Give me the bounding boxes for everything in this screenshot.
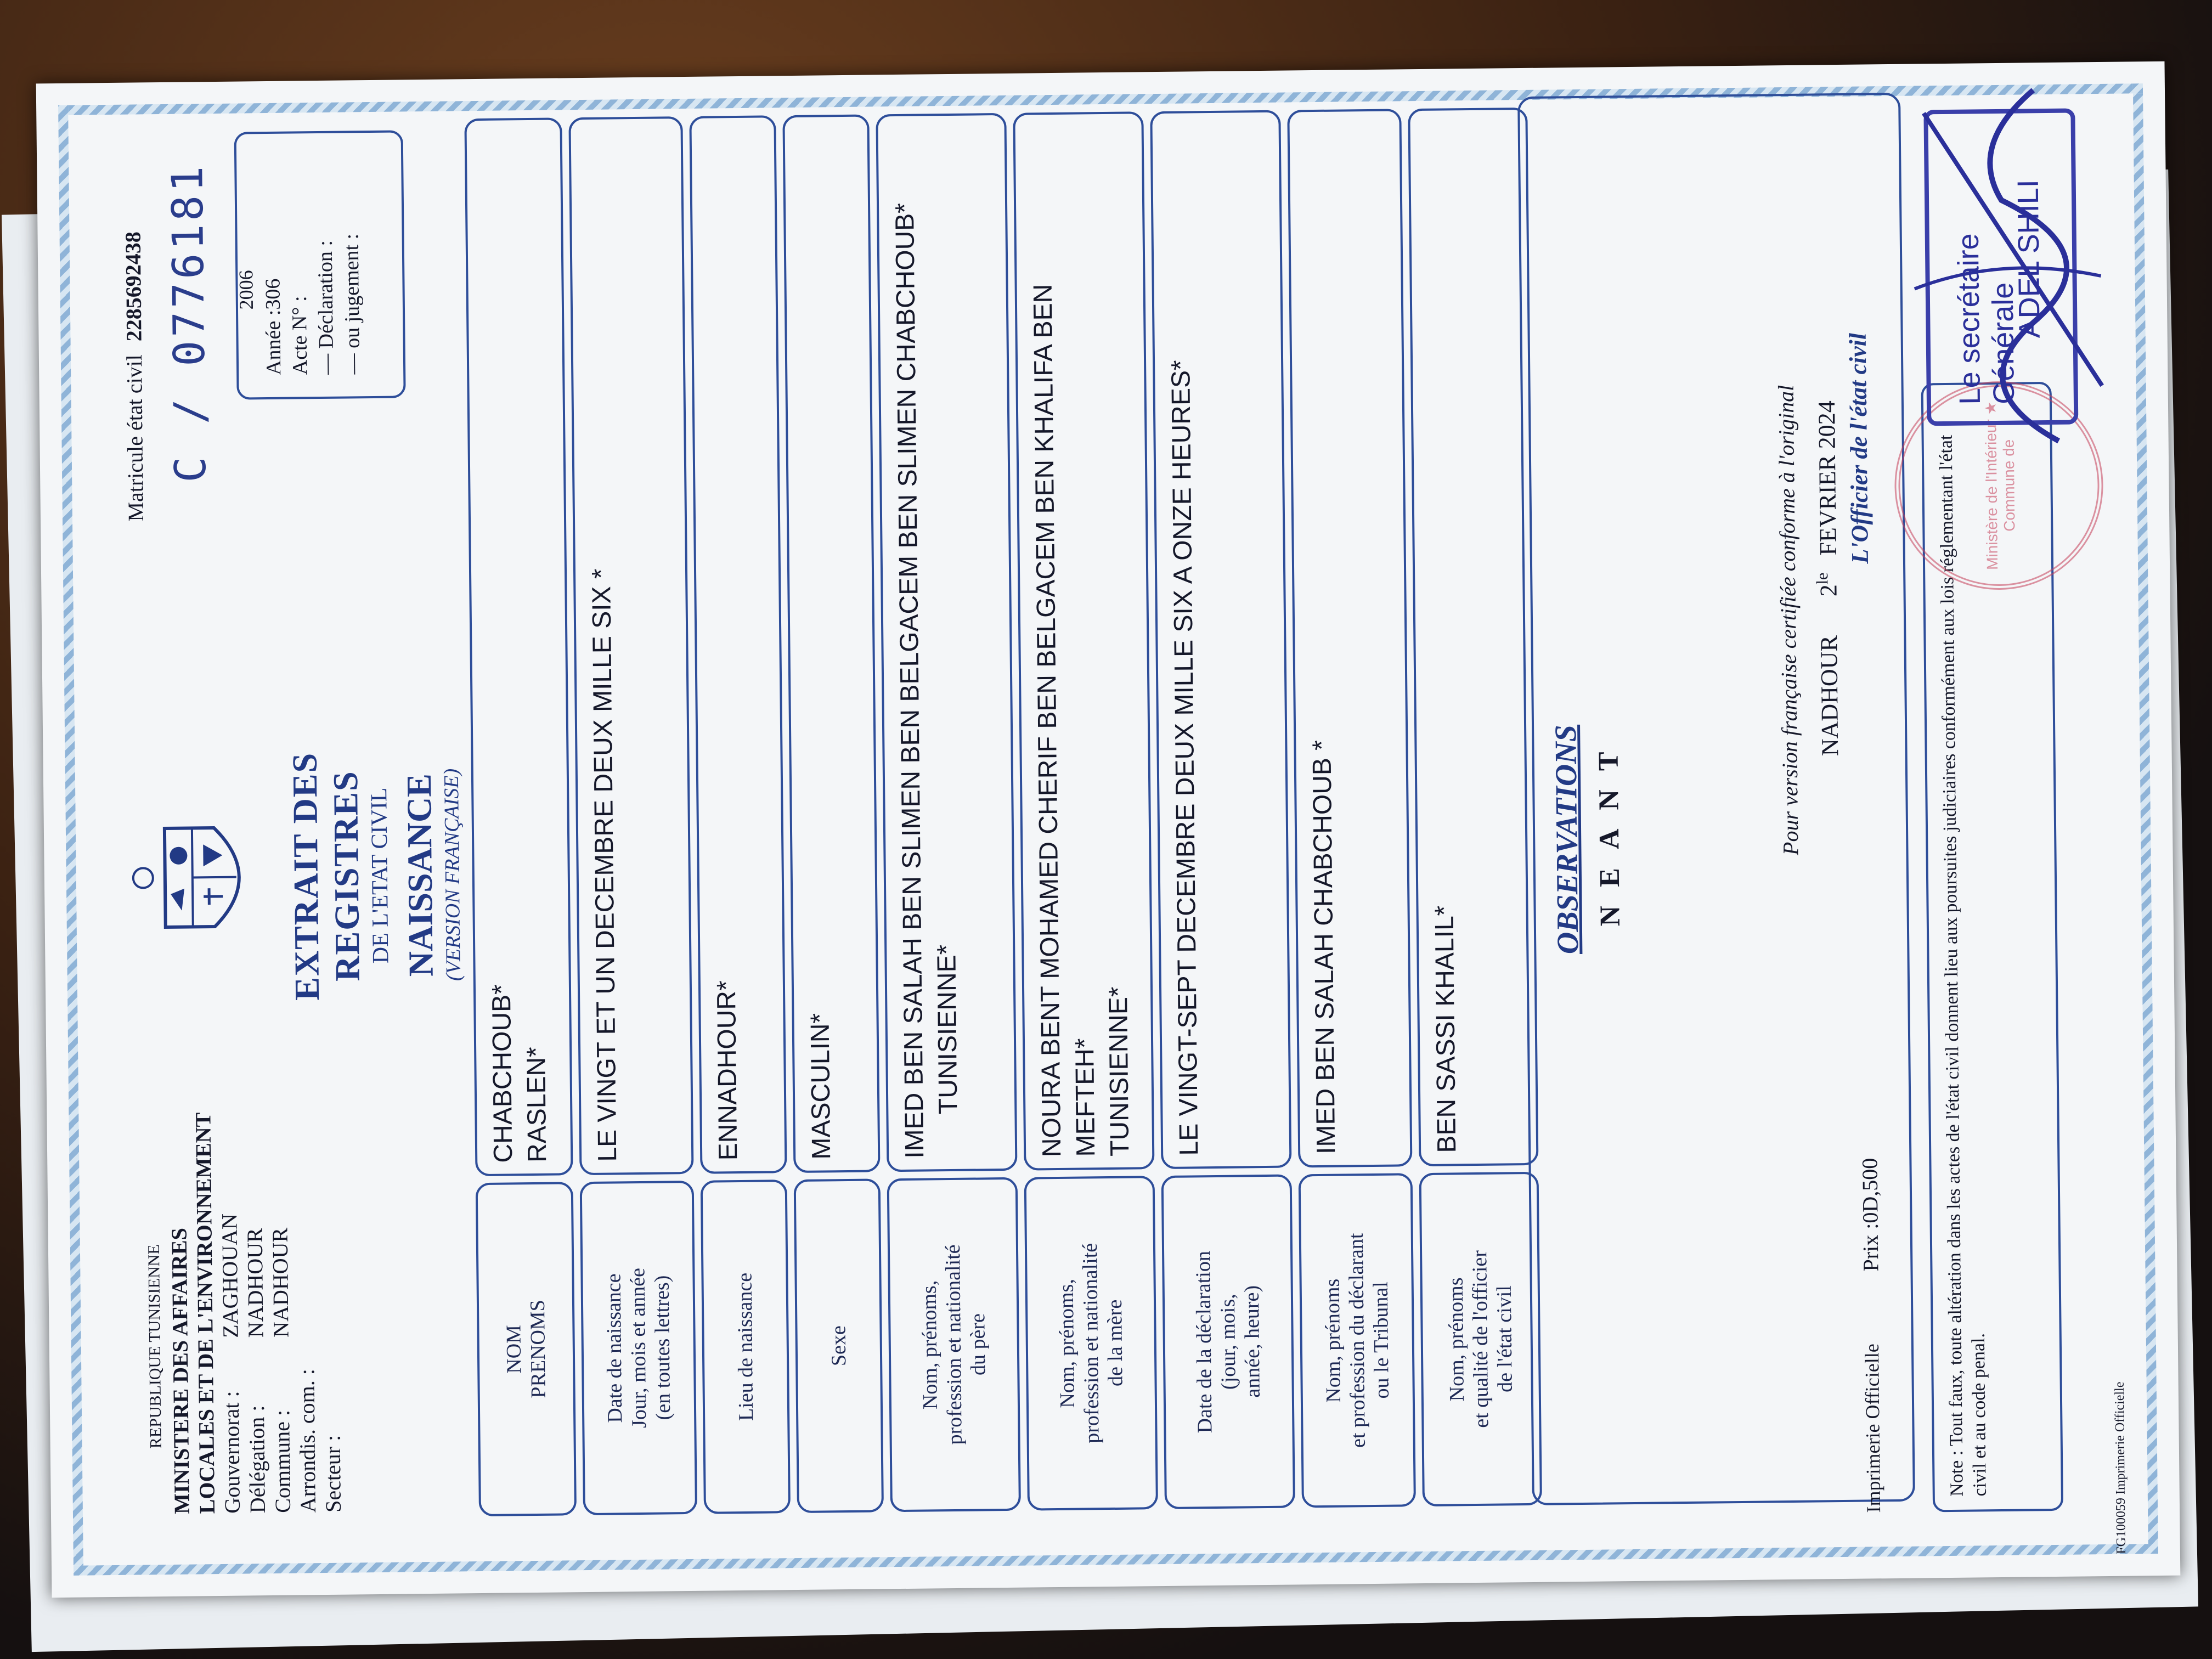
field-value-box (1150, 110, 1291, 1169)
officer-title: L'Officier de l'état civil (1844, 332, 1874, 564)
field-value-box (1013, 111, 1154, 1170)
acte-annee: Année :306 (261, 278, 286, 376)
header-row-label: Commune : (269, 1409, 295, 1514)
field-label-box (1024, 1176, 1158, 1510)
field-value: LE VINGT-SEPT DECEMBRE DEUX MILLE SIX A ONZE HEURES* (1166, 360, 1204, 1156)
ministry-line2: LOCALES ET DE L'ENVIRONNEMENT (190, 1112, 219, 1514)
header-row-value: NADHOUR (242, 1228, 268, 1338)
observations-title: OBSERVATIONS (1549, 724, 1585, 955)
header-row-value: ZAGHOUAN (217, 1213, 243, 1339)
field-value: RASLEN* (522, 1046, 552, 1163)
field-label-box (701, 1180, 791, 1514)
header-rows (215, 1019, 346, 1514)
field-value: LE VINGT ET UN DECEMBRE DEUX MILLE SIX * (586, 568, 623, 1162)
acte-lines (259, 234, 366, 375)
field-label: NOM PRENOMS (502, 1299, 550, 1398)
title-block (284, 693, 466, 1057)
acte-declaration: — Déclaration : (313, 240, 338, 375)
header-row-label: Délégation : (244, 1405, 270, 1514)
header-row-label: Arrondis. com. : (294, 1368, 320, 1513)
field-label: Date de la déclaration (jour, mois, année, heure) (1192, 1250, 1265, 1434)
field-label-box (580, 1181, 697, 1515)
field-value: IMED BEN SALAH BEN SLIMEN BEN BELGACEM BEN SLIMEN CHABCHOUB* (890, 202, 930, 1159)
field-value: TUNISIENNE* (1104, 986, 1135, 1157)
field-label: Nom, prénoms, profession et nationalité de la mère (1054, 1243, 1127, 1444)
issue-le: le (1813, 572, 1832, 585)
field-value-box (782, 114, 880, 1173)
header-row-value: NADHOUR (267, 1227, 294, 1338)
field-value: CHABCHOUB* (487, 984, 518, 1163)
field-value: BEN SASSI KHALIL* (1430, 905, 1462, 1153)
field-value: TUNISIENNE* (932, 944, 963, 1115)
round-stamp-text: Ministère de l'Intérieur ★ Commune de (1982, 401, 2018, 570)
header-row-label: Secteur : (320, 1435, 346, 1513)
issue-month-year: FEVRIER 2024 (1813, 400, 1842, 556)
title-version: (VERSION FRANÇAISE) (439, 768, 465, 981)
field-label: Date de naissance Jour, mois et année (en toutes lettres) (602, 1267, 675, 1429)
issue-date (1812, 400, 1844, 757)
field-value: NOURA BENT MOHAMED CHERIF BEN BELGACEM BEN KHALIFA BEN (1028, 284, 1067, 1158)
field-label: Nom, prénoms et profession du déclarant ou le Tribunal (1321, 1233, 1393, 1448)
tunisia-coat-of-arms-icon (126, 805, 270, 950)
field-label-box (476, 1182, 577, 1516)
form-reference: FG100059 Imprimerie Officielle (2112, 1381, 2129, 1554)
matricule-label: Matricule état civil (121, 354, 149, 522)
field-label: Nom, prénoms, profession et nationalité du père (917, 1244, 990, 1445)
matricule (120, 232, 149, 522)
serial-number: C / 0776181 (163, 162, 216, 483)
field-label-box (1299, 1173, 1416, 1508)
field-value: ENNADHOUR* (712, 980, 743, 1161)
field-value-box (568, 116, 693, 1175)
matricule-value: 2285692438 (120, 231, 146, 342)
field-value: MEFTEH* (1070, 1038, 1101, 1157)
field-value-box (689, 115, 787, 1174)
issue-day: 2 (1815, 584, 1842, 597)
imprimerie-label: Imprimerie Officielle (1860, 1344, 1885, 1513)
field-label-box (1161, 1175, 1295, 1509)
field-label: Lieu de naissance (733, 1272, 758, 1421)
header-row-label: Gouvernorat : (218, 1391, 245, 1514)
republic-label: REPUBLIQUE TUNISIENNE (144, 1244, 165, 1449)
stamp-title: Le secrétaire Générale (1951, 233, 2021, 405)
field-value: MASCULIN* (805, 1013, 837, 1160)
observations-value: NEANT (1593, 733, 1626, 927)
field-label-box (1419, 1172, 1542, 1506)
field-label-box (887, 1177, 1021, 1512)
birth-certificate-page (36, 61, 2181, 1598)
acte-year: 2006 (235, 270, 257, 310)
field-value-box (464, 117, 573, 1176)
price-label: Prix :0D,500 (1857, 1158, 1883, 1272)
observations-box (1517, 93, 1915, 1505)
acte-box (234, 130, 406, 399)
ministry-line1: MINISTERE DES AFFAIRES (166, 1227, 194, 1514)
note-text: Note : Tout faux, toute altération dans les actes de l'état civil donnent lieu aux poursuites judiciaires conformément aux lois réglementant l'état civil et au code penal. (1936, 435, 1990, 1497)
field-label: Sexe (827, 1325, 851, 1367)
issue-place: NADHOUR (1815, 635, 1844, 757)
title-etat-civil: DE L'ETAT CIVIL (366, 787, 394, 964)
title-extrait: EXTRAIT DES REGISTRES (285, 752, 367, 1001)
handwritten-signature-icon (1891, 67, 2128, 454)
certified-line: Pour version française certifiée conforme à l'original (1773, 385, 1803, 856)
stamp-name: ADEL SHILI (2011, 179, 2046, 338)
field-value: IMED BEN SALAH CHABCHOUB * (1307, 740, 1341, 1155)
field-value-box (1287, 109, 1412, 1167)
header-block (139, 1019, 346, 1515)
field-label-box (794, 1178, 884, 1513)
field-value-box (876, 113, 1017, 1172)
acte-number: Acte N° : (287, 296, 312, 375)
header-row (316, 1019, 346, 1513)
title-naissance: NAISSANCE (399, 773, 441, 977)
field-label: Nom, prénoms et qualité de l'officier de l'état civil (1444, 1250, 1517, 1429)
acte-jugement: — ou jugement : (340, 233, 365, 375)
